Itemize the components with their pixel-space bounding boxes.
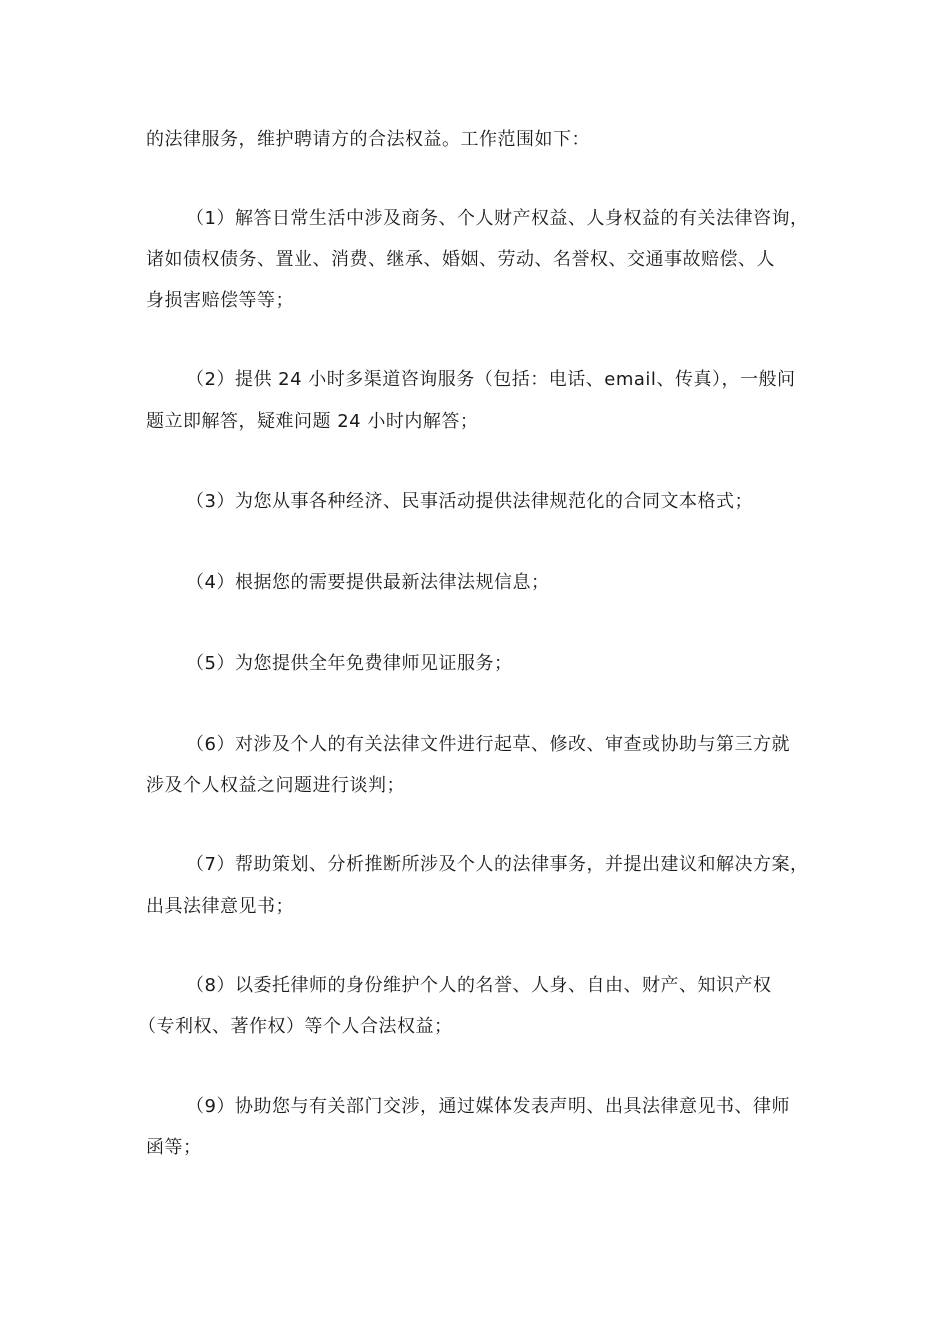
item-1-line-1: （1）解答日常生活中涉及商务、个人财产权益、人身权益的有关法律咨询，: [186, 208, 809, 229]
item-7-line-2: 出具法律意见书；: [146, 896, 294, 917]
item-4-line-1: （4）根据您的需要提供最新法律法规信息；: [186, 572, 550, 593]
item-9-line-1: （9）协助您与有关部门交涉，通过媒体发表声明、出具法律意见书、律师: [186, 1096, 790, 1117]
item-8-line-2: （专利权、著作权）等个人合法权益；: [138, 1016, 453, 1037]
item-2-line-1: （2）提供 24 小时多渠道咨询服务（包括：电话、email、传真），一般问: [186, 369, 796, 390]
item-3-line-1: （3）为您从事各种经济、民事活动提供法律规范化的合同文本格式；: [186, 491, 753, 512]
item-6-line-1: （6）对涉及个人的有关法律文件进行起草、修改、审查或协助与第三方就: [186, 734, 790, 755]
item-1-line-2: 诸如债权债务、置业、消费、继承、婚姻、劳动、名誉权、交通事故赔偿、人: [146, 249, 775, 270]
intro-paragraph: 的法律服务，维护聘请方的合法权益。工作范围如下：: [146, 129, 590, 150]
item-1-line-3: 身损害赔偿等等；: [146, 290, 294, 311]
item-2-line-2: 题立即解答，疑难问题 24 小时内解答；: [146, 411, 479, 432]
item-9-line-2: 函等；: [146, 1137, 202, 1158]
item-7-line-1: （7）帮助策划、分析推断所涉及个人的法律事务，并提出建议和解决方案，: [186, 854, 809, 875]
item-6-line-2: 涉及个人权益之问题进行谈判；: [146, 775, 405, 796]
item-8-line-1: （8）以委托律师的身份维护个人的名誉、人身、自由、财产、知识产权: [186, 975, 772, 996]
item-5-line-1: （5）为您提供全年免费律师见证服务；: [186, 653, 513, 674]
